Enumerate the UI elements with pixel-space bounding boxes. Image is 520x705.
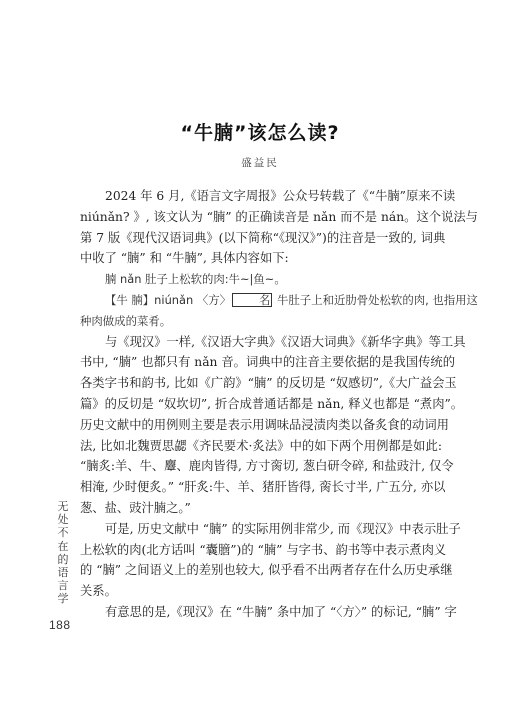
body-line: 种肉做成的菜肴。	[80, 313, 172, 328]
body-line	[80, 290, 478, 311]
body-line: 与《现汉》一样,《汉语大字典》《汉语大词典》《新华字典》等工具	[105, 334, 466, 349]
body-line: 可是, 历史文献中 “腩” 的实际用例非常少, 而《现汉》中表示肚子	[105, 521, 461, 536]
running-title-char: 不	[57, 526, 69, 540]
running-title-char: 语	[57, 566, 69, 580]
body-line: 篇》的反切是 “奴坎切”, 折合成普通话都是 nǎn, 释义也都是 “煮肉”。	[80, 396, 464, 411]
body-line: 腩 nǎn 肚子上松软的肉:牛~|鱼~。	[105, 272, 286, 287]
line-text: 【牛 腩】niúnǎn 〈方〉	[105, 292, 231, 307]
body-line: 的 “腩” 之间语义上的差别也较大, 似乎看不出两者存在什么历史承继	[80, 563, 453, 578]
running-title-char: 无	[57, 500, 69, 513]
body-line: 有意思的是,《现汉》在 “牛腩” 条中加了 “〈方〉” 的标记, “腩” 字	[105, 604, 457, 619]
body-line: 法, 比如北魏贾思勰《齐民要术·炙法》中的如下两个用例都是如此:	[80, 438, 442, 453]
running-title-char: 言	[57, 579, 69, 593]
pos-tag-boxed: 名	[232, 293, 272, 307]
page-number: 188	[49, 618, 71, 632]
running-title-char: 处	[57, 513, 69, 527]
running-title-char: 学	[57, 592, 69, 606]
body-line: 第 7 版《现代汉语词典》(以下简称“《现汉》”)的注音是一致的, 词典	[80, 230, 446, 245]
body-line: 2024 年 6 月,《语言文字周报》公众号转载了《“牛腩”原来不读	[105, 189, 456, 203]
body-line: niúnǎn? 》, 该文认为 “腩” 的正确读音是 nǎn 而不是 nán。这个说法与	[80, 209, 478, 224]
body-line: 葱、盐、豉汁腩之。”	[80, 500, 191, 515]
body-line: 历史文献中的用例则主要是表示用调味品浸渍肉类以备炙食的动词用	[80, 417, 449, 432]
article-body	[80, 186, 478, 623]
body-line: 中收了 “腩” 和 “牛腩”, 具体内容如下:	[80, 251, 289, 266]
body-line: 各类字书和韵书, 比如《广韵》“腩” 的反切是 “奴感切”,《大广益会玉	[80, 376, 457, 391]
article-title: “牛腩”该怎么读?	[180, 122, 340, 144]
body-line: 关系。	[80, 584, 117, 599]
body-line: 上松软的肉(北方话叫 “囊膪”)的 “腩” 与字书、韵书等中表示煮肉义	[80, 542, 447, 557]
running-title-char: 在	[57, 539, 69, 553]
body-line: “腩炙:羊、牛、麞、鹿肉皆得, 方寸脔切, 葱白研令碎, 和盐豉汁, 仅令	[80, 459, 454, 474]
body-line: 书中, “腩” 也都只有 nǎn 音。词典中的注音主要依据的是我国传统的	[80, 355, 456, 370]
body-line: 相淹, 少时便炙。” “肝炙:牛、羊、猪肝皆得, 脔长寸半, 广五分, 亦以	[80, 480, 446, 495]
line-text-rest: 牛肚子上和近肋骨处松软的肉, 也指用这	[273, 292, 478, 307]
article-author: 盛益民	[241, 157, 279, 169]
running-title-char: 的	[57, 552, 69, 566]
running-title-vertical	[56, 500, 70, 606]
